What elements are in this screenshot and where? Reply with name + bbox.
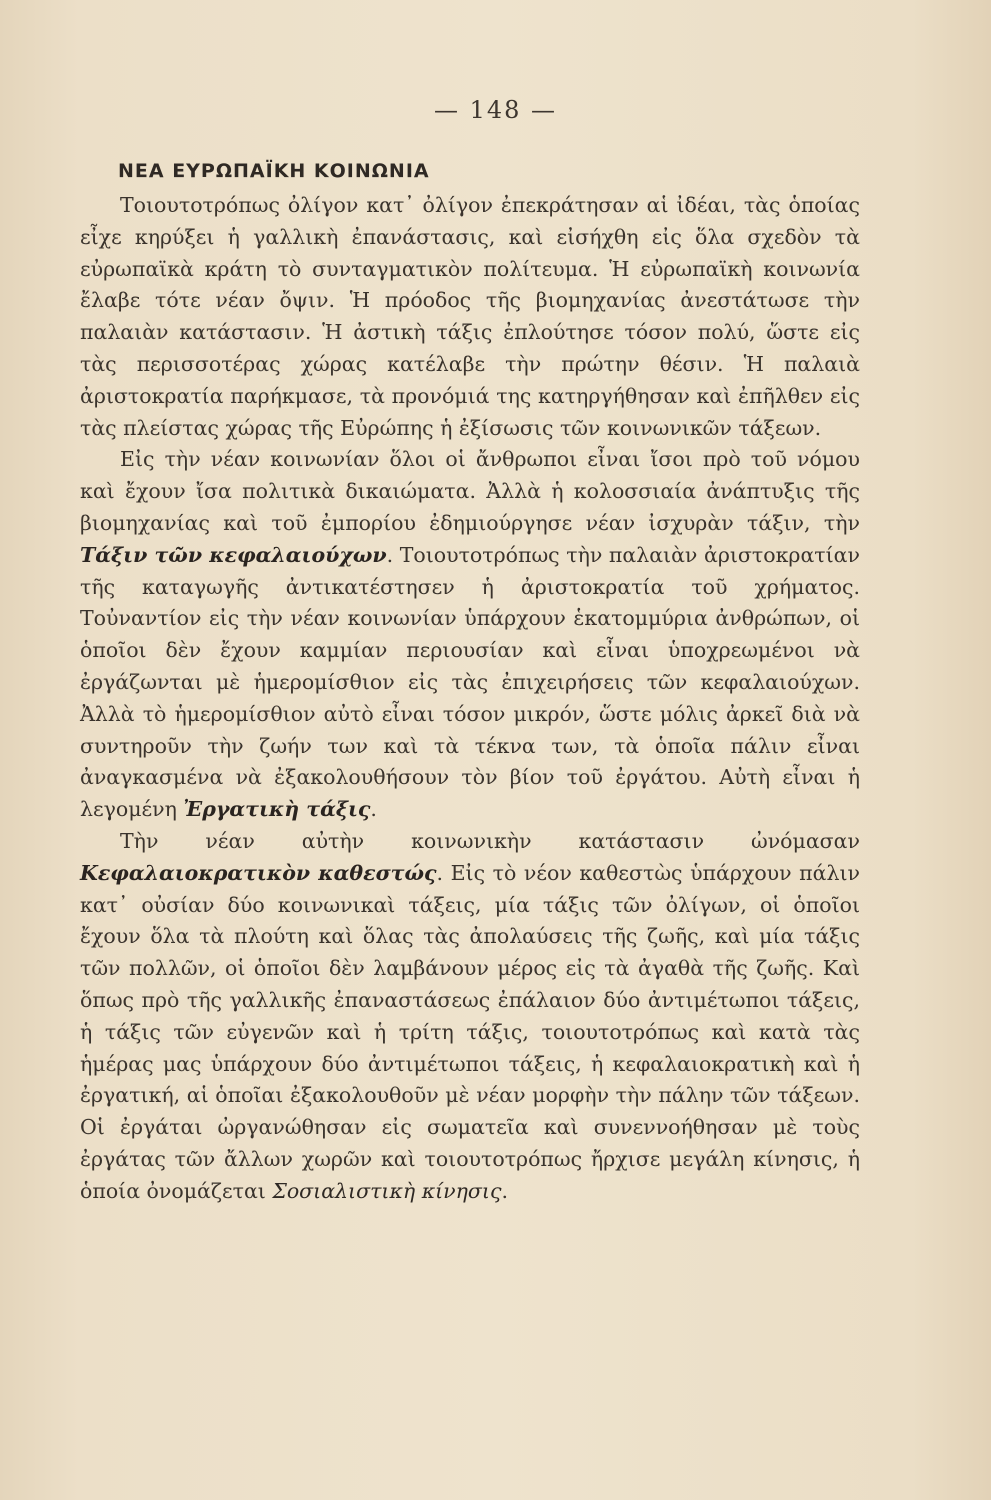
paragraph-text: Τοιουτοτρόπως ὀλίγον κατ᾽ ὀλίγον ἐπεκράτησαν αἱ ἰδέαι, τὰς ὁποίας εἶχε κηρύξει ἡ γαλλικὴ ἐπανάστασις, καὶ εἰσήχθη εἰς ὅλα σχεδὸν τὰ εὐρωπαϊκὰ κράτη τὸ συνταγματικὸν πολίτευμα. Ἡ εὐρωπαϊκὴ κοινωνία ἔλαβε τότε νέαν ὄψιν. Ἡ πρόοδος τῆς βιομηχανίας ἀνεστάτωσε τὴν παλαιὰν κατάστασιν. Ἡ ἀστικὴ τάξις ἐπλούτησε τόσον πολύ, ὥστε εἰς τὰς περισσοτέρας χώρας κατέλαβε τὴν πρώτην θέσιν. Ἡ παλαιὰ ἀριστοκρατία παρήκμασε, τὰ προνόμιά της κατηργήθησαν καὶ ἐπῆλθεν εἰς τὰς πλείστας χώρας τῆς Εὐρώπης ἡ ἐξίσωσις τῶν κοινωνικῶν τάξεων. [80, 193, 860, 440]
term-working-class: Ἐργατικὴ τάξις [183, 797, 371, 822]
paragraph-3 [80, 826, 860, 1208]
paragraph-text: Τὴν νέαν αὐτὴν κοινωνικὴν κατάστασιν ὠνόμασαν [120, 828, 860, 853]
page-number: — 148 — [433, 96, 558, 124]
term-capitalist-regime: Κεφαλαιοκρατικὸν καθεστώς [80, 860, 437, 885]
paragraph-text: . Εἰς τὸ νέον καθεστὼς ὑπάρχουν πάλιν κατ᾽ οὐσίαν δύο κοινωνικαὶ τάξεις, μία τάξις τῶν ὀλίγων, οἱ ὁποῖοι ἔχουν ὅλα τὰ πλούτη καὶ ὅλας τὰς ἀπολαύσεις τῆς ζωῆς, καὶ μία τάξις τῶν πολλῶν, οἱ ὁποῖοι δὲν λαμβάνουν μέρος εἰς τὰ ἀγαθὰ τῆς ζωῆς. Καὶ ὅπως πρὸ τῆς γαλλικῆς ἐπαναστάσεως ἐπάλαιον δύο ἀντιμέτωποι τάξεις, ἡ τάξις τῶν εὐγενῶν καὶ ἡ τρίτη τάξις, τοιουτοτρόπως καὶ κατὰ τὰς ἡμέρας μας ὑπάρχουν δύο ἀντιμέτωποι τάξεις, ἡ κεφαλαιοκρατικὴ καὶ ἡ ἐργατική, αἱ ὁποῖαι ἐξακολουθοῦν μὲ νέαν μορφὴν τὴν πάλην τῶν τάξεων. Οἱ ἐργάται ὠργανώθησαν εἰς σωματεῖα καὶ συνεννοήθησαν μὲ τοὺς ἐργάτας τῶν ἄλλων χωρῶν καὶ τοιουτοτρόπως ἤρχισε μεγάλη κίνησις, ἡ ὁποία ὀνομάζεται [80, 860, 860, 1203]
paragraph-text: . [370, 797, 377, 822]
paragraph-text: . [501, 1178, 508, 1203]
paragraph-text: . Τοιουτοτρόπως τὴν παλαιὰν ἀριστοκρατίαν τῆς καταγωγῆς ἀντικατέστησεν ἡ ἀριστοκρατία τοῦ χρήματος. Τοὐναντίον εἰς τὴν νέαν κοινωνίαν ὑπάρχουν ἑκατομμύρια ἀνθρώπων, οἱ ὁποῖοι δὲν ἔχουν καμμίαν περιουσίαν καὶ εἶναι ὑποχρεωμένοι νὰ ἐργάζωνται μὲ ἡμερομίσθιον εἰς τὰς ἐπιχειρήσεις τῶν κεφαλαιούχων. Ἀλλὰ τὸ ἡμερομίσθιον αὐτὸ εἶναι τόσον μικρόν, ὥστε μόλις ἀρκεῖ διὰ νὰ συντηροῦν τὴν ζωήν των καὶ τὰ τέκνα των, τὰ ὁποῖα πάλιν εἶναι ἀναγκασμένα νὰ ἐξακολουθήσουν τὸν βίον τοῦ ἐργάτου. Αὐτὴ εἶναι ἡ λεγομένη [80, 542, 860, 822]
paragraph-text: Εἰς τὴν νέαν κοινωνίαν ὅλοι οἱ ἄνθρωποι εἶναι ἴσοι πρὸ τοῦ νόμου καὶ ἔχουν ἴσα πολιτικὰ δικαιώματα. Ἀλλὰ ἡ κολοσσιαία ἀνάπτυξις τῆς βιομηχανίας καὶ τοῦ ἐμπορίου ἐδημιούργησε νέαν ἰσχυρὰν τάξιν, τὴν [80, 447, 860, 535]
paragraph-2 [80, 444, 860, 826]
section-title: ΝΕΑ ΕΥΡΩΠΑΪΚΗ ΚΟΙΝΩΝΙΑ [118, 160, 430, 182]
term-capitalist-class: Τάξιν τῶν κεφαλαιούχων [80, 542, 387, 567]
paragraph-1 [80, 190, 860, 444]
term-socialist-movement: Σοσιαλιστικὴ κίνησις [272, 1178, 502, 1203]
page-body [80, 190, 860, 1208]
